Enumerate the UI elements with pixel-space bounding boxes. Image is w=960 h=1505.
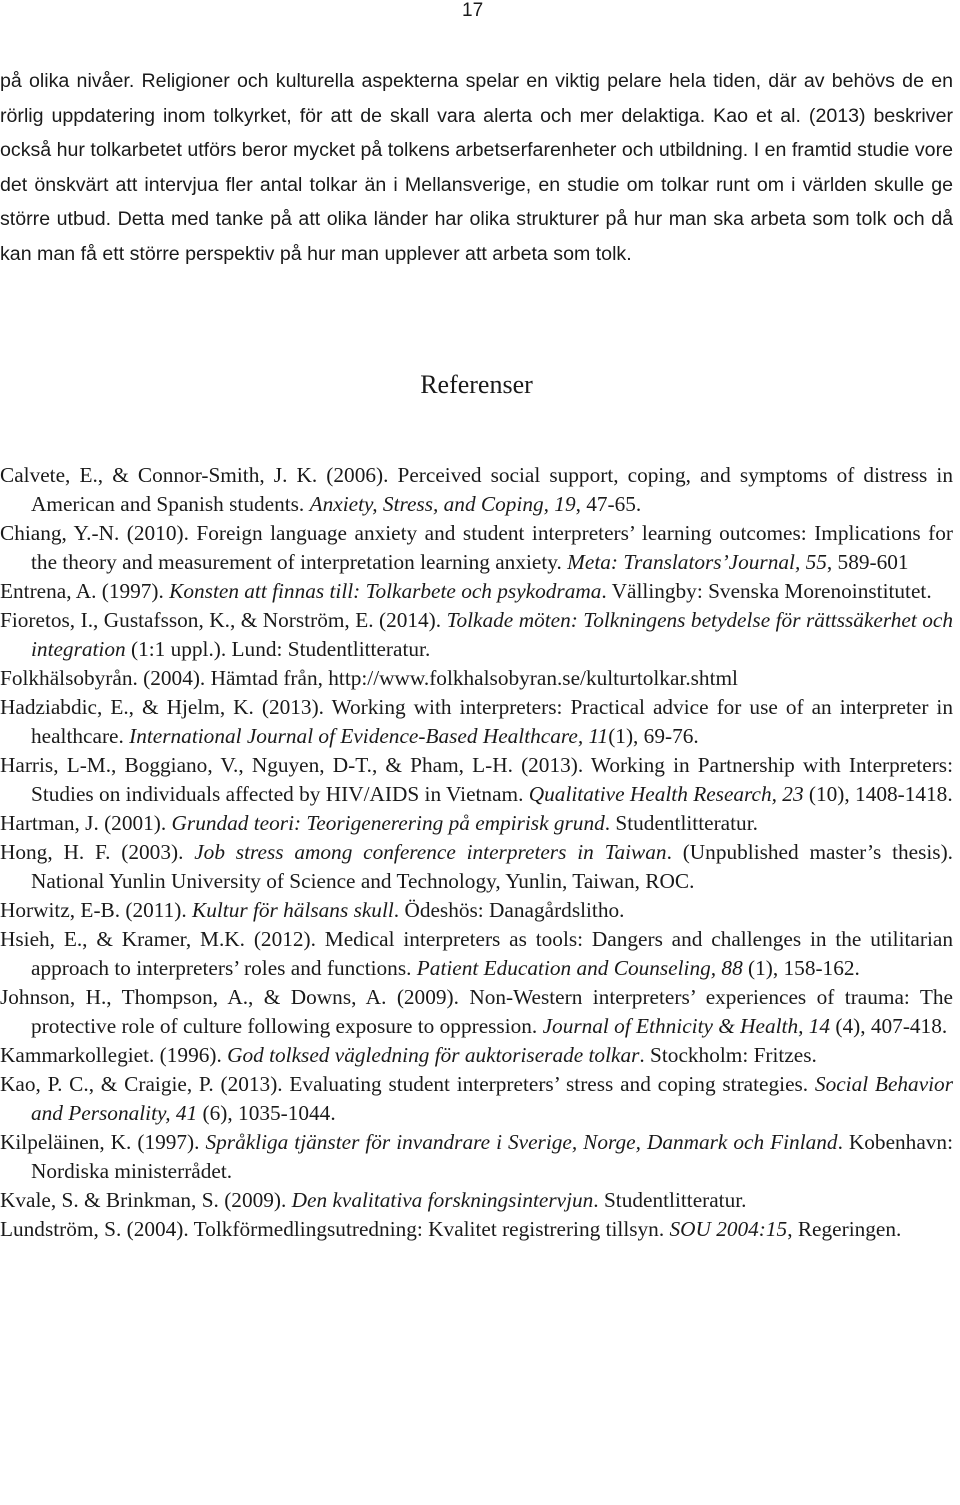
reference-item: Lundström, S. (2004). Tolkförmedlingsutredning: Kvalitet registrering tillsyn. SOU 2004:15, Regeringen. — [0, 1217, 902, 1241]
reference-item: Entrena, A. (1997). Konsten att finnas till: Tolkarbete och psykodrama. Vällingby: Svenska Morenoinstitutet. — [0, 579, 932, 603]
reference-item: Hadziabdic, E., & Hjelm, K. (2013). Working with interpreters: Practical advice for use of an interpreter in healthcare. International Journal of Evidence-Based Healthcare, 11(1), 69-76. — [0, 695, 953, 748]
reference-item: Kilpeläinen, K. (1997). Språkliga tjänster för invandrare i Sverige, Norge, Danmark och Finland. Kobenhavn: Nordiska ministerrådet. — [0, 1130, 953, 1183]
page-number: 17 — [462, 0, 484, 21]
reference-item: Calvete, E., & Connor-Smith, J. K. (2006). Perceived social support, coping, and symptoms of distress in American and Spanish students. Anxiety, Stress, and Coping, 19, 47-65. — [0, 463, 953, 516]
reference-item: Kammarkollegiet. (1996). God tolksed vägledning för auktoriserade tolkar. Stockholm: Fritzes. — [0, 1043, 817, 1067]
reference-item: Hong, H. F. (2003). Job stress among conference interpreters in Taiwan. (Unpublished master’s thesis). National Yunlin University of Science and Technology, Yunlin, Taiwan, ROC. — [0, 840, 953, 893]
reference-item: Horwitz, E-B. (2011). Kultur för hälsans skull. Ödeshös: Danagårdslitho. — [0, 898, 625, 922]
reference-item: Johnson, H., Thompson, A., & Downs, A. (2009). Non-Western interpreters’ experiences of trauma: The protective role of culture following exposure to oppression. Journal of Ethnicity & Health, 14 (4), 407-418. — [0, 985, 953, 1038]
reference-item: Harris, L-M., Boggiano, V., Nguyen, D-T., & Pham, L-H. (2013). Working in Partnership with Interpreters: Studies on individuals affected by HIV/AIDS in Vietnam. Qualitative Health Research, 23 (10), 1408-1418. — [0, 753, 953, 806]
reference-item: Hartman, J. (2001). Grundad teori: Teorigenerering på empirisk grund. Studentlitteratur. — [0, 811, 758, 835]
body-paragraph: på olika nivåer. Religioner och kulturella aspekterna spelar en viktig pelare hela tiden, där av behövs de en rörlig uppdatering inom tolkyrket, för att de skall vara alerta och mer delaktiga. Kao et al. (2013) beskriver också hur tolkarbetet utförs beror mycket på tolkens arbetserfarenheter och utbildning. I en framtid studie vore det önskvärt att intervjua fler antal tolkar än i Mellansverige, en studie om tolkar runt om i världen skulle ge större utbud. Detta med tanke på att olika länder har olika strukturer på hur man ska arbeta som tolk och då kan man få ett större perspektiv på hur man upplever att arbeta som tolk. — [0, 70, 953, 265]
references-heading: Referenser — [420, 370, 533, 399]
reference-list — [0, 461, 953, 1244]
reference-item: Kvale, S. & Brinkman, S. (2009). Den kvalitativa forskningsintervjun. Studentlitteratur. — [0, 1188, 747, 1212]
reference-item: Kao, P. C., & Craigie, P. (2013). Evaluating student interpreters’ stress and coping strategies. Social Behavior and Personality, 41 (6), 1035-1044. — [0, 1072, 953, 1125]
reference-item: Folkhälsobyrån. (2004). Hämtad från, http://www.folkhalsobyran.se/kulturtolkar.shtml — [0, 666, 738, 690]
reference-item: Chiang, Y.-N. (2010). Foreign language anxiety and student interpreters’ learning outcomes: Implications for the theory and measurement of interpretation learning anxiety. Meta: Translators’Journal, 55, 589-601 — [0, 521, 953, 574]
reference-item: Hsieh, E., & Kramer, M.K. (2012). Medical interpreters as tools: Dangers and challenges in the utilitarian approach to interpreters’ roles and functions. Patient Education and Counseling, 88 (1), 158-162. — [0, 927, 953, 980]
reference-item: Fioretos, I., Gustafsson, K., & Norström, E. (2014). Tolkade möten: Tolkningens betydelse för rättssäkerhet och integration (1:1 uppl.). Lund: Studentlitteratur. — [0, 608, 953, 661]
